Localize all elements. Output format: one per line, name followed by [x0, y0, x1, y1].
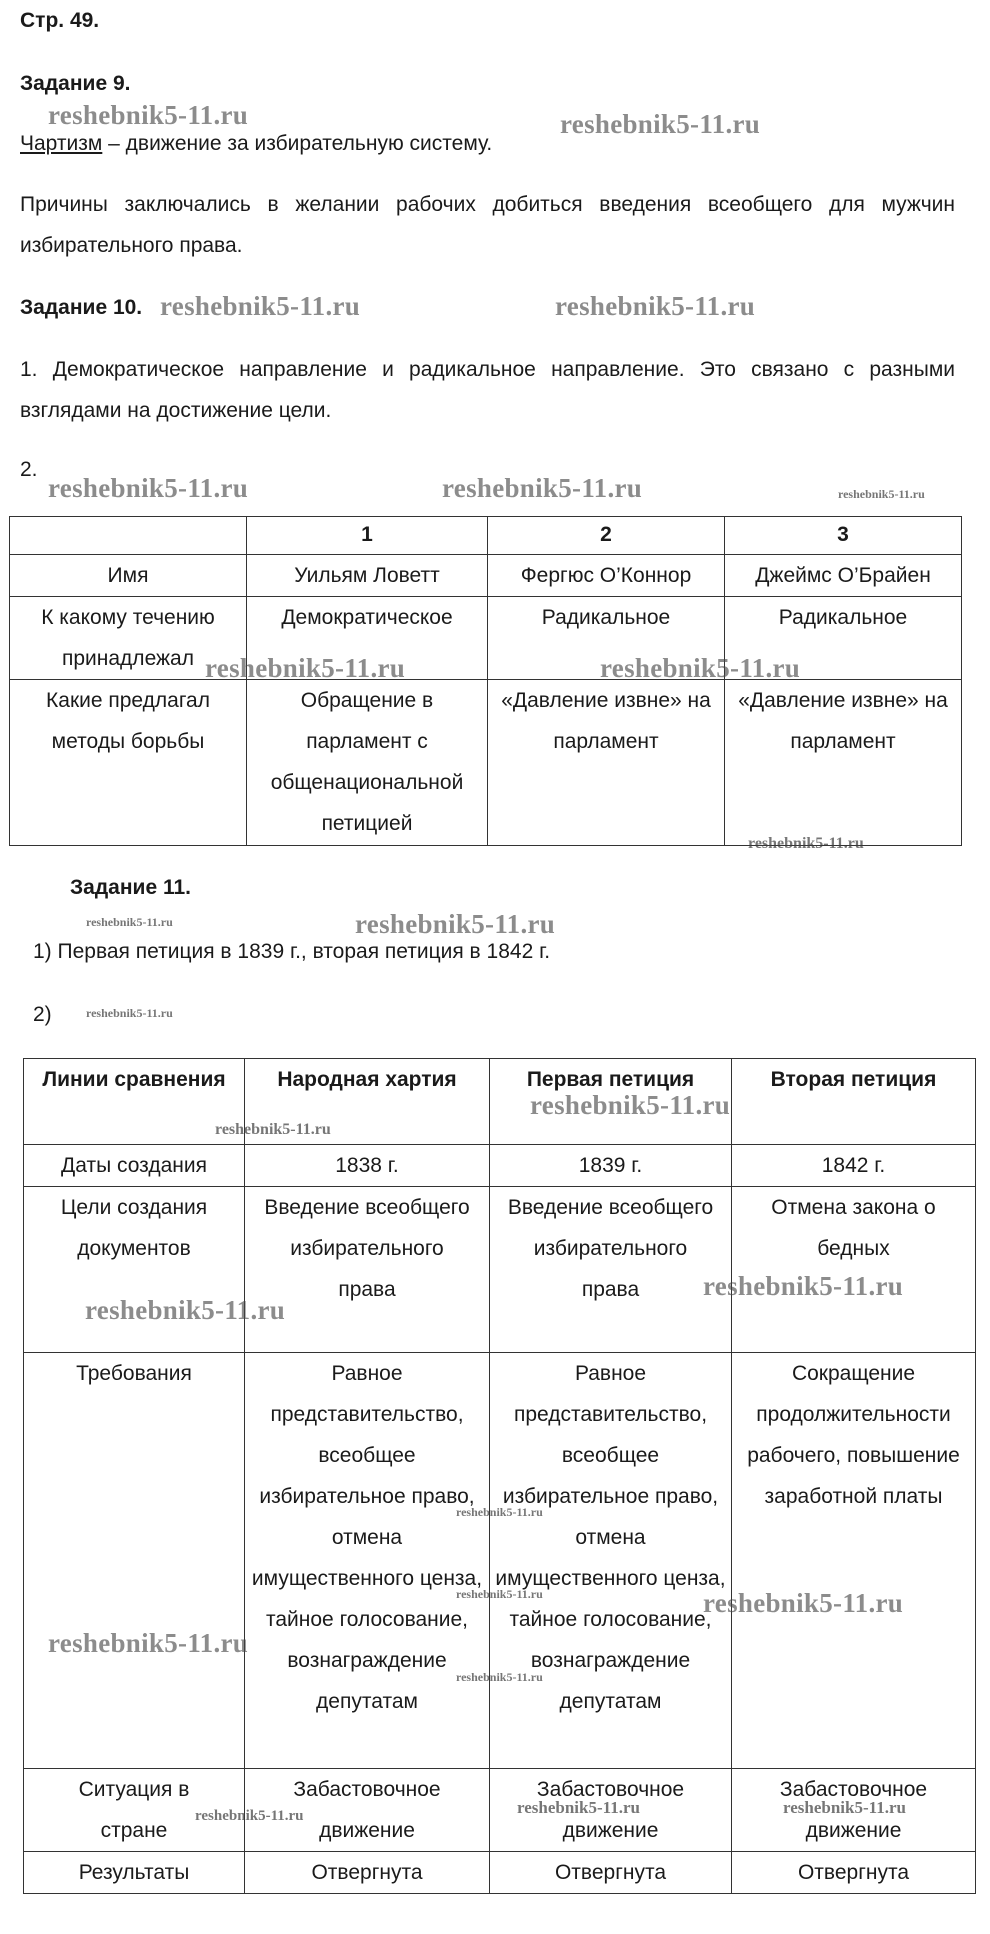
- task10-header-cell: 3: [725, 517, 962, 555]
- task11-cell: Введение всеобщего избирательного права: [245, 1187, 490, 1353]
- watermark: reshebnik5-11.ru: [160, 291, 361, 321]
- watermark: reshebnik5-11.ru: [703, 1271, 904, 1301]
- task10-cell: Фергюс О’Коннор: [488, 555, 725, 597]
- task10-table-row: [10, 555, 962, 597]
- watermark: reshebnik5-11.ru: [456, 1670, 543, 1684]
- task11-cell: Забастовочное движение: [245, 1769, 490, 1852]
- task10-cell: Демократическое: [247, 597, 488, 680]
- watermark: reshebnik5-11.ru: [748, 835, 864, 852]
- task9-term: Чартизм: [20, 132, 103, 155]
- task10-point1: 1. Демократическое направление и радикальное направление. Это связано с разными взглядами на достижение цели.: [20, 358, 955, 422]
- task11-cell: Отвергнута: [245, 1852, 490, 1894]
- task11-header-cell: Вторая петиция: [732, 1059, 976, 1145]
- task11-point2-label: 2): [33, 1003, 52, 1026]
- task11-table-row: [24, 1187, 976, 1353]
- task11-cell: Забастовочное движение: [490, 1769, 732, 1852]
- task10-table-header-row: [10, 517, 962, 555]
- task10-cell: Имя: [10, 555, 247, 597]
- task9-definition-text: – движение за избирательную систему.: [102, 132, 493, 155]
- task10-table: [9, 516, 962, 846]
- task11-cell: Отвергнута: [732, 1852, 976, 1894]
- task10-header-cell: 2: [488, 517, 725, 555]
- task11-header-cell: Первая петиция: [490, 1059, 732, 1145]
- task11-cell: Сокращение продолжительности рабочего, повышение заработной платы: [732, 1353, 976, 1769]
- task10-cell: Обращение в парламент с общенациональной петицией: [247, 680, 488, 846]
- task10-header-cell: [10, 517, 247, 555]
- task11-point1: 1) Первая петиция в 1839 г., вторая петиция в 1842 г.: [33, 940, 551, 963]
- watermark: reshebnik5-11.ru: [530, 1090, 731, 1120]
- watermark: reshebnik5-11.ru: [48, 1628, 249, 1658]
- task11-cell: Забастовочное движение: [732, 1769, 976, 1852]
- watermark: reshebnik5-11.ru: [48, 100, 249, 130]
- task11-table-header-row: [24, 1059, 976, 1145]
- task9-definition: [20, 132, 492, 156]
- task10-cell: Джеймс О’Брайен: [725, 555, 962, 597]
- task10-table-row: [10, 680, 962, 846]
- watermark: reshebnik5-11.ru: [215, 1121, 331, 1138]
- watermark: reshebnik5-11.ru: [85, 1295, 286, 1325]
- task11-header-cell: Линии сравнения: [24, 1059, 245, 1145]
- task9-title: Задание 9.: [20, 72, 131, 95]
- watermark: reshebnik5-11.ru: [48, 473, 249, 503]
- watermark: reshebnik5-11.ru: [600, 653, 801, 683]
- task11-cell: Равное представительство, всеобщее избирательное право, отмена имущественного ценза, тайное голосование, вознаграждение депутатам: [245, 1353, 490, 1769]
- watermark: reshebnik5-11.ru: [86, 915, 173, 929]
- task10-cell: Какие предлагал методы борьбы: [10, 680, 247, 846]
- task11-cell: Ситуация в стране: [24, 1769, 245, 1852]
- watermark: reshebnik5-11.ru: [355, 909, 556, 939]
- watermark: reshebnik5-11.ru: [456, 1587, 543, 1601]
- task11-table-row: [24, 1145, 976, 1187]
- watermark: reshebnik5-11.ru: [442, 473, 643, 503]
- task11-cell: 1839 г.: [490, 1145, 732, 1187]
- task11-table-row: [24, 1769, 976, 1852]
- task11-table: [23, 1058, 976, 1894]
- task11-cell: Требования: [24, 1353, 245, 1769]
- task11-cell: 1842 г.: [732, 1145, 976, 1187]
- watermark: reshebnik5-11.ru: [560, 109, 761, 139]
- task11-header-cell: Народная хартия: [245, 1059, 490, 1145]
- page-label: Стр. 49.: [20, 9, 100, 32]
- task11-table-row: [24, 1852, 976, 1894]
- task11-cell: Отмена закона о бедных: [732, 1187, 976, 1353]
- watermark: reshebnik5-11.ru: [838, 487, 925, 501]
- task10-point2-label: 2.: [20, 458, 38, 481]
- task11-cell: Цели создания документов: [24, 1187, 245, 1353]
- task11-cell: 1838 г.: [245, 1145, 490, 1187]
- watermark: reshebnik5-11.ru: [205, 653, 406, 683]
- task10-cell: К какому течению принадлежал: [10, 597, 247, 680]
- task11-cell: Даты создания: [24, 1145, 245, 1187]
- task10-cell: Радикальное: [725, 597, 962, 680]
- task11-title: Задание 11.: [70, 876, 191, 899]
- task10-table-row: [10, 597, 962, 680]
- task10-header-cell: 1: [247, 517, 488, 555]
- watermark: reshebnik5-11.ru: [517, 1798, 640, 1817]
- task9-reasons: Причины заключались в желании рабочих добиться введения всеобщего для мужчин избирательного права.: [20, 193, 955, 257]
- task11-cell: Результаты: [24, 1852, 245, 1894]
- task10-cell: «Давление извне» на парламент: [488, 680, 725, 846]
- watermark: reshebnik5-11.ru: [555, 291, 756, 321]
- task10-cell: «Давление извне» на парламент: [725, 680, 962, 846]
- watermark: reshebnik5-11.ru: [703, 1588, 904, 1618]
- task11-table-row: [24, 1353, 976, 1769]
- task11-cell: Введение всеобщего избирательного права: [490, 1187, 732, 1353]
- task10-cell: Уильям Ловетт: [247, 555, 488, 597]
- watermark: reshebnik5-11.ru: [86, 1006, 173, 1020]
- watermark: reshebnik5-11.ru: [195, 1808, 304, 1824]
- task11-cell: Равное представительство, всеобщее избирательное право, отмена имущественного ценза, тайное голосование, вознаграждение депутатам: [490, 1353, 732, 1769]
- task10-cell: Радикальное: [488, 597, 725, 680]
- watermark: reshebnik5-11.ru: [783, 1798, 906, 1817]
- task11-cell: Отвергнута: [490, 1852, 732, 1894]
- task10-title: Задание 10.: [20, 296, 143, 319]
- watermark: reshebnik5-11.ru: [456, 1505, 543, 1519]
